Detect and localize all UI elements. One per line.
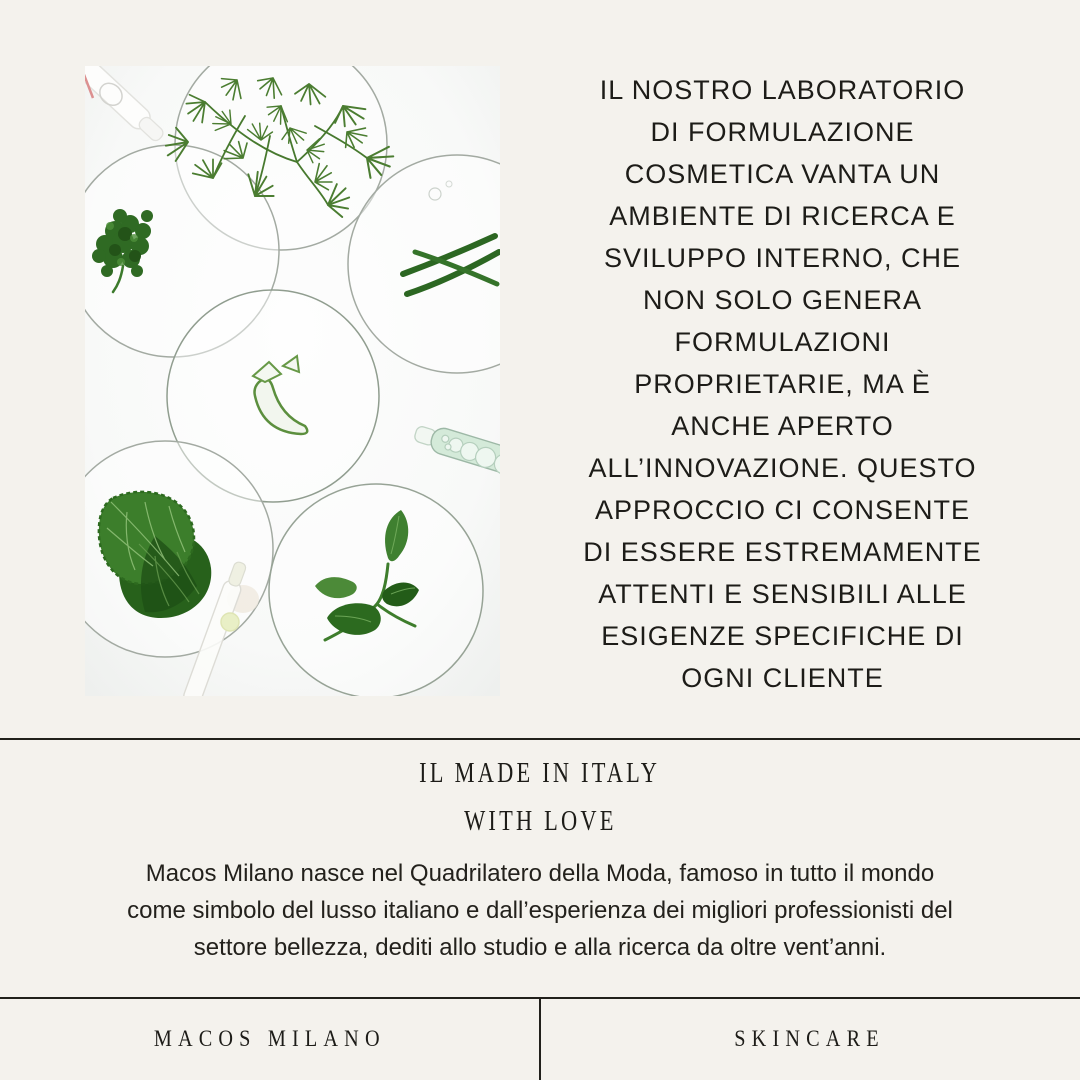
body-line: Macos Milano nasce nel Quadrilatero della Moda, famoso in tutto il mondo xyxy=(145,860,935,887)
lab-statement-line: AMBIENTE DI RICERCA E xyxy=(609,201,956,231)
lab-statement-line: COSMETICA VANTA UN xyxy=(624,159,941,189)
footer-brand-cell xyxy=(0,997,540,1080)
lab-statement-line: FORMULAZIONI xyxy=(674,327,891,357)
herbs-petri-dishes-illustration xyxy=(85,66,500,696)
lab-statement-line: PROPRIETARIE, MA È xyxy=(634,369,931,399)
lab-statement-line: ANCHE APERTO xyxy=(671,411,894,441)
lab-statement-line: IL NOSTRO LABORATORIO xyxy=(599,75,966,105)
lab-statement-line: APPROCCIO CI CONSENTE xyxy=(594,495,971,525)
body-line: come simbolo del lusso italiano e dall’esperienza dei migliori professionisti del xyxy=(127,897,953,924)
lab-statement-line: DI FORMULAZIONE xyxy=(650,117,915,147)
brand-label: MACOS MILANO xyxy=(154,1025,386,1051)
heading-line: WITH LOVE xyxy=(463,806,617,837)
lab-statement-line: NON SOLO GENERA xyxy=(642,285,923,315)
category-label: SKINCARE xyxy=(734,1025,886,1051)
lab-statement xyxy=(545,69,1020,699)
footer-category-cell xyxy=(540,997,1080,1080)
section-divider-top xyxy=(0,738,1080,740)
made-in-italy-body xyxy=(0,855,1080,966)
lab-photo xyxy=(85,66,500,696)
body-line: settore bellezza, dediti allo studio e alla ricerca da oltre vent’anni. xyxy=(193,934,887,961)
lab-statement-line: ALL’INNOVAZIONE. QUESTO xyxy=(588,453,977,483)
lab-statement-line: ESIGENZE SPECIFICHE DI xyxy=(601,621,964,651)
lab-statement-line: DI ESSERE ESTREMAMENTE xyxy=(583,537,982,567)
lab-statement-line: ATTENTI E SENSIBILI ALLE xyxy=(598,579,967,609)
lab-statement-line: OGNI CLIENTE xyxy=(681,663,884,693)
serum-drop xyxy=(221,613,239,631)
made-in-italy-heading xyxy=(0,752,1080,848)
petri-dish xyxy=(269,484,483,696)
lab-statement-line: SVILUPPO INTERNO, CHE xyxy=(603,243,962,273)
heading-line: IL MADE IN ITALY xyxy=(419,758,661,789)
